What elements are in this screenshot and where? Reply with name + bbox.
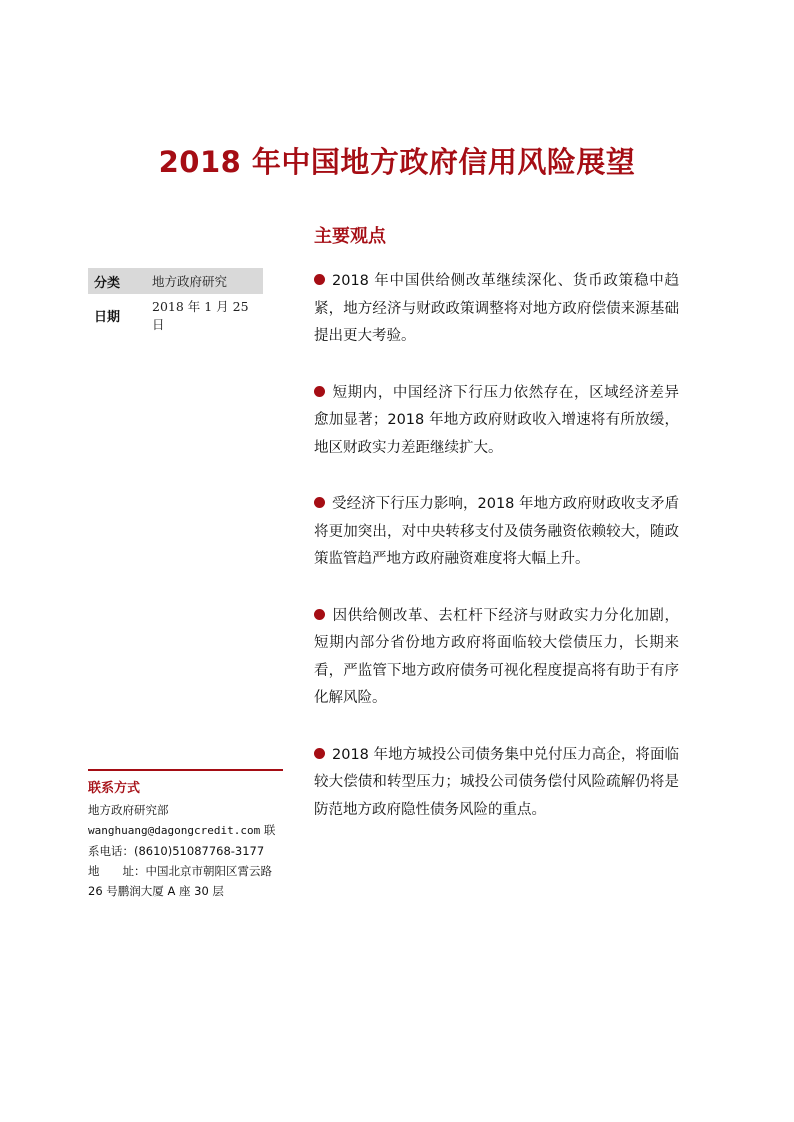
contact-divider [88, 769, 283, 771]
key-points-heading: 主要观点 [314, 226, 386, 247]
bullet-dot-icon [314, 386, 325, 397]
key-point-text: 受经济下行压力影响，2018 年地方政府财政收支矛盾将更加突出，对中央转移支付及债务融资依赖较大，随政策监管趋严地方政府融资难度将大幅上升。 [314, 496, 679, 567]
key-point [314, 268, 679, 351]
info-value-category: 地方政府研究 [152, 274, 228, 289]
bullet-dot-icon [314, 748, 325, 759]
contact-email-line [88, 820, 288, 841]
key-point [314, 380, 679, 463]
bullet-dot-icon [314, 609, 325, 620]
contact-title: 联系方式 [88, 781, 141, 796]
contact-address-line2: 26 号鹏润大厦 A 座 30 层 [88, 884, 224, 898]
info-key-category: 分类 [94, 275, 121, 291]
contact-phone: 系电话：(8610)51087768-3177 [88, 844, 265, 858]
key-point-text: 2018 年地方城投公司债务集中兑付压力高企，将面临较大偿债和转型压力；城投公司债务偿付风险疏解仍将是防范地方政府隐性债务风险的重点。 [314, 746, 679, 818]
key-point-text: 因供给侧改革、去杠杆下经济与财政实力分化加剧，短期内部分省份地方政府将面临较大偿债压力，长期来看，严监管下地方政府债务可视化程度提高将有助于有序化解风险。 [314, 607, 679, 706]
key-point [314, 742, 679, 825]
contact-block [88, 778, 288, 901]
key-points-list [314, 268, 679, 853]
key-point [314, 491, 679, 574]
info-value-date: 2018 年 1 月 25 日 [152, 299, 249, 332]
key-point-text: 2018 年中国供给侧改革继续深化、货币政策稳中趋紧，地方经济与财政政策调整将对地方政府偿债来源基础提出更大考验。 [314, 273, 679, 344]
contact-email-suffix: 联 [260, 823, 276, 837]
contact-address-line1: 地 址：中国北京市朝阳区霄云路 [88, 864, 272, 878]
contact-department: 地方政府研究部 [88, 803, 169, 817]
contact-email[interactable]: wanghuang@dagongcredit.com [88, 824, 261, 837]
key-point [314, 603, 679, 713]
info-row-date [88, 299, 263, 332]
bullet-dot-icon [314, 497, 325, 508]
info-row-category [88, 268, 263, 294]
info-key-date: 日期 [94, 309, 121, 325]
report-title: 2018 年中国地方政府信用风险展望 [158, 145, 636, 179]
key-point-text: 短期内，中国经济下行压力依然存在，区域经济差异愈加显著；2018 年地方政府财政收入增速将有所放缓，地区财政实力差距继续扩大。 [314, 384, 679, 456]
bullet-dot-icon [314, 274, 325, 285]
